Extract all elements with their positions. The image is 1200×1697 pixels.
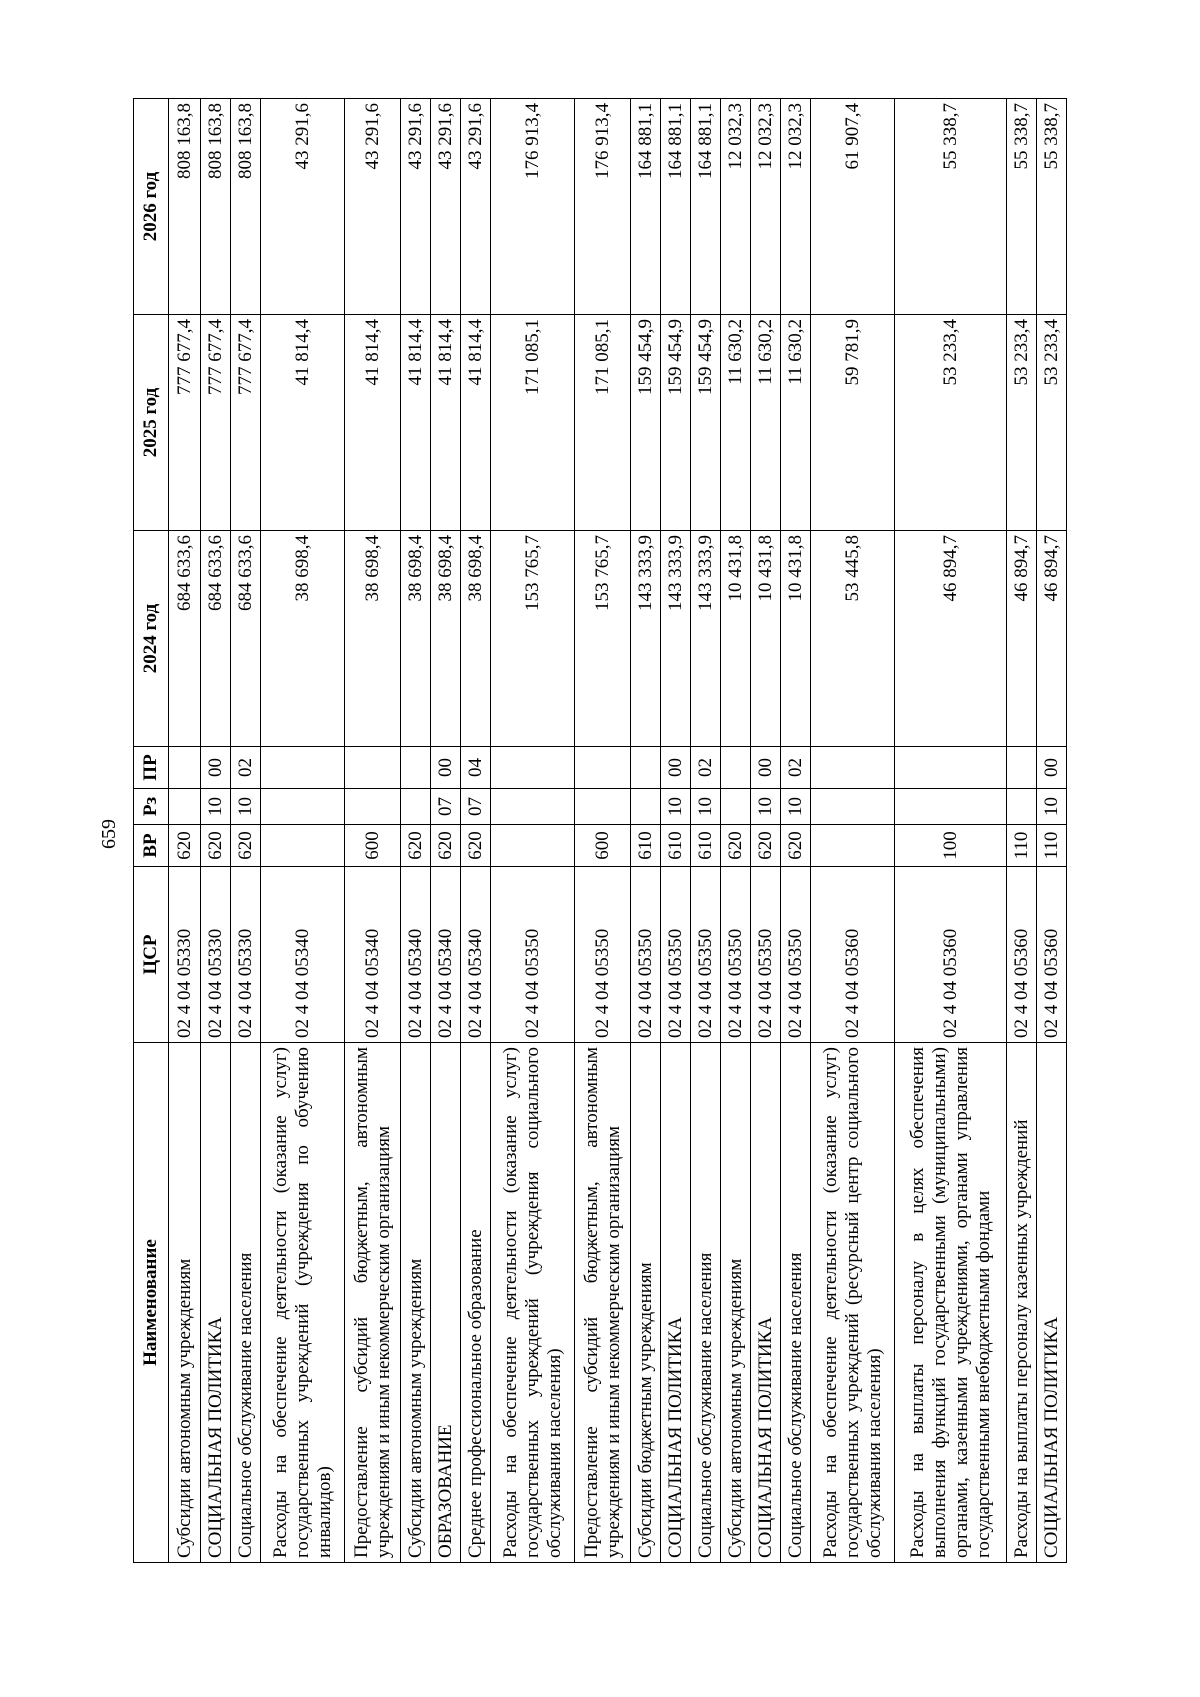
value-2026-cell: 55 338,7: [895, 99, 1007, 315]
table-row: [631, 99, 661, 1563]
name-cell: Расходы на обеспечение деятельности (оказание услуг) государственных учреждений (ресурсный центр социального обслуживания населения): [811, 1043, 895, 1563]
rz-cell: 10: [691, 789, 721, 825]
value-2025-cell: 11 630,2: [751, 315, 781, 531]
value-2024-cell: 38 698,4: [461, 531, 491, 747]
table-row: [201, 99, 231, 1563]
rz-cell: [575, 789, 631, 825]
vr-cell: [261, 825, 345, 867]
name-cell: Предоставление субсидий бюджетным, автономным учреждениям и иным некоммерческим организациям: [575, 1043, 631, 1563]
vr-cell: 610: [691, 825, 721, 867]
value-2025-cell: 777 677,4: [201, 315, 231, 531]
table-row: [751, 99, 781, 1563]
rz-cell: [261, 789, 345, 825]
value-2024-cell: 10 431,8: [721, 531, 751, 747]
table-row: [169, 99, 201, 1563]
value-2025-cell: 53 233,4: [1037, 315, 1067, 531]
budget-table-rotated: [133, 99, 1062, 1563]
csr-cell: 02 4 04 05350: [751, 867, 781, 1043]
name-cell: Расходы на выплаты персоналу в целях обеспечения выполнения функций государственными (муниципальными) органами, казенными учреждениями, органами управления государственными внебюджетными фондами: [895, 1043, 1007, 1563]
vr-cell: 620: [751, 825, 781, 867]
csr-cell: 02 4 04 05350: [631, 867, 661, 1043]
pr-cell: [1007, 747, 1037, 789]
table-row: [461, 99, 491, 1563]
rz-cell: 07: [431, 789, 461, 825]
rz-cell: 10: [781, 789, 811, 825]
vr-cell: 620: [401, 825, 431, 867]
value-2026-cell: 43 291,6: [261, 99, 345, 315]
pr-cell: 00: [431, 747, 461, 789]
value-2026-cell: 43 291,6: [461, 99, 491, 315]
name-cell: Среднее профессиональное образование: [461, 1043, 491, 1563]
rz-cell: [811, 789, 895, 825]
value-2024-cell: 143 333,9: [691, 531, 721, 747]
csr-cell: 02 4 04 05350: [575, 867, 631, 1043]
value-2025-cell: 53 233,4: [895, 315, 1007, 531]
name-cell: Расходы на обеспечение деятельности (оказание услуг) государственных учреждений (учреждения по обучению инвалидов): [261, 1043, 345, 1563]
value-2026-cell: 43 291,6: [401, 99, 431, 315]
pr-cell: [169, 747, 201, 789]
value-2025-cell: 159 454,9: [661, 315, 691, 531]
value-2024-cell: 46 894,7: [895, 531, 1007, 747]
value-2024-cell: 38 698,4: [345, 531, 401, 747]
csr-cell: 02 4 04 05350: [691, 867, 721, 1043]
rz-cell: 10: [201, 789, 231, 825]
header-2026: 2026 год: [134, 99, 169, 315]
value-2025-cell: 777 677,4: [169, 315, 201, 531]
rz-cell: [401, 789, 431, 825]
value-2026-cell: 164 881,1: [691, 99, 721, 315]
vr-cell: 620: [781, 825, 811, 867]
value-2025-cell: 41 814,4: [401, 315, 431, 531]
value-2024-cell: 153 765,7: [575, 531, 631, 747]
vr-cell: 610: [661, 825, 691, 867]
rz-cell: 10: [231, 789, 261, 825]
name-cell: Субсидии автономным учреждениям: [169, 1043, 201, 1563]
name-cell: Социальное обслуживание населения: [231, 1043, 261, 1563]
vr-cell: 620: [201, 825, 231, 867]
csr-cell: 02 4 04 05330: [201, 867, 231, 1043]
value-2025-cell: 159 454,9: [691, 315, 721, 531]
pr-cell: [491, 747, 575, 789]
vr-cell: 620: [231, 825, 261, 867]
value-2026-cell: 164 881,1: [631, 99, 661, 315]
table-row: [1007, 99, 1037, 1563]
pr-cell: [721, 747, 751, 789]
value-2025-cell: 41 814,4: [431, 315, 461, 531]
table-row: [491, 99, 575, 1563]
csr-cell: 02 4 04 05340: [345, 867, 401, 1043]
pr-cell: [345, 747, 401, 789]
pr-cell: 02: [231, 747, 261, 789]
value-2026-cell: 808 163,8: [201, 99, 231, 315]
pr-cell: [401, 747, 431, 789]
value-2025-cell: 171 085,1: [575, 315, 631, 531]
vr-cell: 600: [575, 825, 631, 867]
value-2026-cell: 55 338,7: [1037, 99, 1067, 315]
vr-cell: 620: [431, 825, 461, 867]
value-2025-cell: 59 781,9: [811, 315, 895, 531]
name-cell: Расходы на выплаты персоналу казенных учреждений: [1007, 1043, 1037, 1563]
table-row: [401, 99, 431, 1563]
table-row: [261, 99, 345, 1563]
name-cell: ОБРАЗОВАНИЕ: [431, 1043, 461, 1563]
pr-cell: [575, 747, 631, 789]
rz-cell: 10: [661, 789, 691, 825]
table-row: [781, 99, 811, 1563]
value-2026-cell: 55 338,7: [1007, 99, 1037, 315]
csr-cell: 02 4 04 05340: [261, 867, 345, 1043]
value-2026-cell: 164 881,1: [661, 99, 691, 315]
table-row: [811, 99, 895, 1563]
value-2025-cell: 53 233,4: [1007, 315, 1037, 531]
value-2024-cell: 53 445,8: [811, 531, 895, 747]
value-2026-cell: 12 032,3: [781, 99, 811, 315]
header-csr: ЦСР: [134, 867, 169, 1043]
value-2024-cell: 143 333,9: [661, 531, 691, 747]
header-pr: ПР: [134, 747, 169, 789]
csr-cell: 02 4 04 05350: [781, 867, 811, 1043]
table-header-row: [134, 99, 169, 1563]
value-2026-cell: 176 913,4: [575, 99, 631, 315]
vr-cell: [811, 825, 895, 867]
name-cell: СОЦИАЛЬНАЯ ПОЛИТИКА: [751, 1043, 781, 1563]
value-2024-cell: 38 698,4: [401, 531, 431, 747]
page-number: 659: [98, 819, 120, 849]
value-2026-cell: 12 032,3: [751, 99, 781, 315]
value-2025-cell: 159 454,9: [631, 315, 661, 531]
value-2025-cell: 41 814,4: [261, 315, 345, 531]
header-rz: Рз: [134, 789, 169, 825]
name-cell: Расходы на обеспечение деятельности (оказание услуг) государственных учреждений (учреждения социального обслуживания населения): [491, 1043, 575, 1563]
table-row: [691, 99, 721, 1563]
value-2025-cell: 777 677,4: [231, 315, 261, 531]
value-2024-cell: 684 633,6: [201, 531, 231, 747]
pr-cell: [895, 747, 1007, 789]
rz-cell: [895, 789, 1007, 825]
csr-cell: 02 4 04 05330: [169, 867, 201, 1043]
csr-cell: 02 4 04 05340: [431, 867, 461, 1043]
value-2025-cell: 11 630,2: [721, 315, 751, 531]
value-2024-cell: 46 894,7: [1037, 531, 1067, 747]
csr-cell: 02 4 04 05340: [461, 867, 491, 1043]
csr-cell: 02 4 04 05350: [661, 867, 691, 1043]
table-row: [345, 99, 401, 1563]
value-2024-cell: 10 431,8: [781, 531, 811, 747]
pr-cell: [631, 747, 661, 789]
value-2024-cell: 684 633,6: [231, 531, 261, 747]
name-cell: СОЦИАЛЬНАЯ ПОЛИТИКА: [1037, 1043, 1067, 1563]
rz-cell: [169, 789, 201, 825]
rz-cell: [721, 789, 751, 825]
csr-cell: 02 4 04 05360: [895, 867, 1007, 1043]
value-2025-cell: 41 814,4: [345, 315, 401, 531]
value-2024-cell: 38 698,4: [431, 531, 461, 747]
value-2026-cell: 176 913,4: [491, 99, 575, 315]
value-2025-cell: 11 630,2: [781, 315, 811, 531]
pr-cell: 00: [751, 747, 781, 789]
value-2025-cell: 171 085,1: [491, 315, 575, 531]
vr-cell: 620: [721, 825, 751, 867]
pr-cell: 00: [661, 747, 691, 789]
value-2025-cell: 41 814,4: [461, 315, 491, 531]
value-2026-cell: 43 291,6: [431, 99, 461, 315]
pr-cell: 02: [781, 747, 811, 789]
rz-cell: 07: [461, 789, 491, 825]
pr-cell: 04: [461, 747, 491, 789]
value-2026-cell: 12 032,3: [721, 99, 751, 315]
pr-cell: [261, 747, 345, 789]
vr-cell: 110: [1007, 825, 1037, 867]
csr-cell: 02 4 04 05340: [401, 867, 431, 1043]
name-cell: СОЦИАЛЬНАЯ ПОЛИТИКА: [661, 1043, 691, 1563]
rz-cell: [1007, 789, 1037, 825]
rz-cell: [631, 789, 661, 825]
name-cell: Субсидии автономным учреждениям: [721, 1043, 751, 1563]
vr-cell: [491, 825, 575, 867]
table-row: [661, 99, 691, 1563]
vr-cell: 610: [631, 825, 661, 867]
pr-cell: [811, 747, 895, 789]
vr-cell: 110: [1037, 825, 1067, 867]
vr-cell: 600: [345, 825, 401, 867]
name-cell: Предоставление субсидий бюджетным, автономным учреждениям и иным некоммерческим организациям: [345, 1043, 401, 1563]
value-2024-cell: 46 894,7: [1007, 531, 1037, 747]
vr-cell: 620: [169, 825, 201, 867]
csr-cell: 02 4 04 05360: [1037, 867, 1067, 1043]
name-cell: Субсидии автономным учреждениям: [401, 1043, 431, 1563]
value-2026-cell: 808 163,8: [169, 99, 201, 315]
value-2024-cell: 10 431,8: [751, 531, 781, 747]
rz-cell: [345, 789, 401, 825]
csr-cell: 02 4 04 05350: [721, 867, 751, 1043]
rz-cell: [491, 789, 575, 825]
csr-cell: 02 4 04 05360: [1007, 867, 1037, 1043]
pr-cell: 00: [1037, 747, 1067, 789]
table-row: [1037, 99, 1067, 1563]
value-2024-cell: 153 765,7: [491, 531, 575, 747]
csr-cell: 02 4 04 05360: [811, 867, 895, 1043]
value-2026-cell: 61 907,4: [811, 99, 895, 315]
name-cell: СОЦИАЛЬНАЯ ПОЛИТИКА: [201, 1043, 231, 1563]
pr-cell: 02: [691, 747, 721, 789]
header-2025: 2025 год: [134, 315, 169, 531]
rz-cell: 10: [1037, 789, 1067, 825]
csr-cell: 02 4 04 05330: [231, 867, 261, 1043]
vr-cell: 620: [461, 825, 491, 867]
value-2026-cell: 808 163,8: [231, 99, 261, 315]
value-2024-cell: 38 698,4: [261, 531, 345, 747]
header-vr: ВР: [134, 825, 169, 867]
name-cell: Субсидии бюджетным учреждениям: [631, 1043, 661, 1563]
csr-cell: 02 4 04 05350: [491, 867, 575, 1043]
rz-cell: 10: [751, 789, 781, 825]
table-row: [431, 99, 461, 1563]
budget-table: [133, 98, 1067, 1563]
name-cell: Социальное обслуживание населения: [781, 1043, 811, 1563]
table-row: [895, 99, 1007, 1563]
vr-cell: 100: [895, 825, 1007, 867]
name-cell: Социальное обслуживание населения: [691, 1043, 721, 1563]
header-2024: 2024 год: [134, 531, 169, 747]
value-2024-cell: 143 333,9: [631, 531, 661, 747]
header-name: Наименование: [134, 1043, 169, 1563]
value-2026-cell: 43 291,6: [345, 99, 401, 315]
pr-cell: 00: [201, 747, 231, 789]
table-body: [169, 99, 1067, 1563]
table-row: [721, 99, 751, 1563]
table-row: [231, 99, 261, 1563]
value-2024-cell: 684 633,6: [169, 531, 201, 747]
table-row: [575, 99, 631, 1563]
